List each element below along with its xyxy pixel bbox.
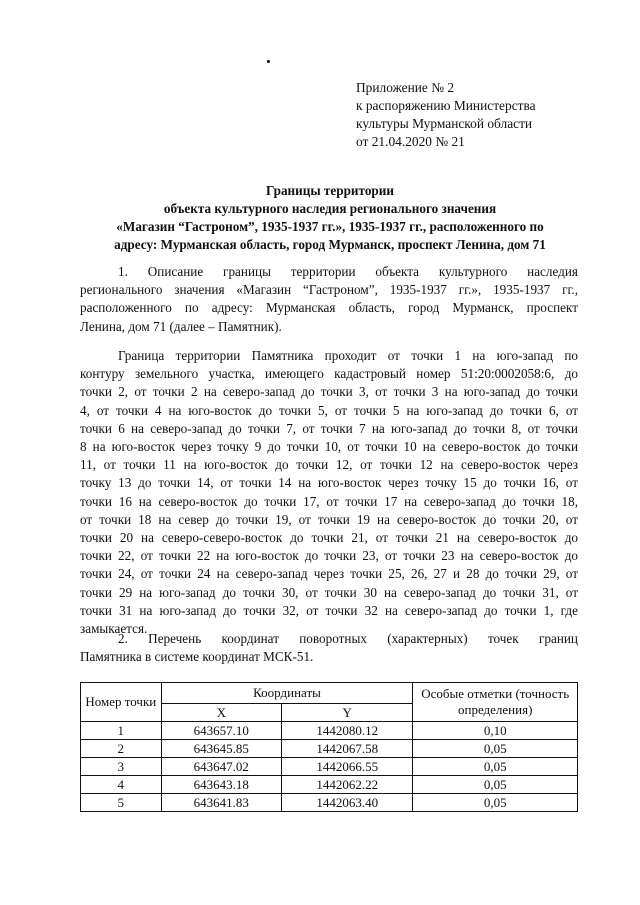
cell-x: 643647.02 [161,758,281,776]
section-1-description [80,263,578,336]
cell-y: 1442080.12 [281,722,412,740]
appendix-line: Приложение № 2 [356,80,455,95]
header-notes: Особые отметки (точность определения) [413,683,578,722]
cell-x: 643643.18 [161,776,281,794]
paragraph-line: точки 31 на юго-запад до точки 32, от точки 32 на северо-запад до точки 1, где [80,602,578,618]
header-y: Y [281,704,412,722]
cell-precision: 0,10 [413,722,578,740]
cell-x: 643645.85 [161,740,281,758]
cell-x: 643641.83 [161,794,281,812]
paragraph-line: регионального значения «Магазин “Гастроном”, 1935-1937 гг.», 1935-1937 гг., [80,282,578,298]
paragraph-line: Памятника в системе координат МСК-51. [80,649,314,665]
cell-precision: 0,05 [413,740,578,758]
section-2-heading [80,630,578,666]
header-x: X [161,704,281,722]
boundary-description [80,347,578,638]
paragraph-line: 11, от точки 11 на юго-восток до точки 12, от точки 12 на северо-восток через [80,457,578,473]
paragraph-line: точки 24, от точки 24 на северо-запад через точки 25, 26, 27 и 28 до точки 29, от [80,566,578,582]
paragraph-line: 4, от точки 4 на юго-восток до точки 5, от точки 5 на юго-запад до точки 6, от [80,402,578,418]
cell-number: 5 [81,794,162,812]
cell-x: 643657.10 [161,722,281,740]
cell-y: 1442062.22 [281,776,412,794]
cell-number: 4 [81,776,162,794]
header-point-number: Номер точки [81,683,162,722]
appendix-block [356,79,536,151]
paragraph-line: 1. Описание границы территории объекта культурного наследия [118,264,578,279]
appendix-line: культуры Мурманской области [356,116,533,131]
paragraph-line: точки 6 на северо-запад до точки 7, от точки 7 на юго-запад до точки 8, от точки [80,420,578,436]
paragraph-line: 8 на юго-восток через точку 9 до точки 10, от точки 10 на северо-восток до точки [80,439,578,455]
cell-y: 1442063.40 [281,794,412,812]
cell-number: 1 [81,722,162,740]
paragraph-line: 2. Перечень координат поворотных (характерных) точек границ [118,631,578,646]
title-line: адресу: Мурманская область, город Мурманск, проспект Ленина, дом 71 [114,237,546,252]
paragraph-line: точки 20 на северо-северо-восток до точки 21, от точки 21 на северо-восток до [80,530,578,546]
paragraph-line: точки 29 на юго-запад до точки 30, от точки 30 на северо-запад до точки 31, от [80,584,578,600]
title-line: объекта культурного наследия регионального значения [163,201,497,216]
table-row [81,776,578,794]
paragraph-line: замыкается. [80,621,148,637]
cell-number: 2 [81,740,162,758]
table-row [81,722,578,740]
appendix-line: к распоряжению Министерства [356,98,536,113]
cell-precision: 0,05 [413,776,578,794]
coordinates-table [80,682,578,812]
paragraph-line: точки 16 на северо-восток до точки 17, от точки 17 на северо-запад до точки 18, [80,493,578,509]
title-line: «Магазин “Гастроном”, 1935-1937 гг.», 1935-1937 гг., расположенного по [116,219,544,234]
cell-number: 3 [81,758,162,776]
paragraph-line: Граница территории Памятника проходит от точки 1 на юго-запад по [118,348,578,363]
paragraph-line: точку 13 до точки 14, от точки 14 на юго-восток через точку 15 до точки 16, от [80,475,578,491]
table-row [81,740,578,758]
paragraph-line: точки 22, от точки 22 на юго-восток до точки 23, от точки 23 на северо-восток до [80,548,578,564]
appendix-line: от 21.04.2020 № 21 [356,134,465,149]
cell-precision: 0,05 [413,794,578,812]
paragraph-line: Ленина, дом 71 (далее – Памятник). [80,318,282,334]
paragraph-line: контуру земельного участка, имеющего кадастровый номер 51:20:0002058:6, до [80,366,578,382]
paragraph-line: точки 2, от точки 2 на северо-запад до точки 3, от точки 3 на юго-запад до точки [80,384,578,400]
cell-precision: 0,05 [413,758,578,776]
paragraph-line: от точки 18 на север до точки 19, от точки 19 на северо-восток до точки 20, от [80,511,578,527]
table-row [81,758,578,776]
header-coordinates: Координаты [161,683,413,704]
cell-y: 1442067.58 [281,740,412,758]
cell-y: 1442066.55 [281,758,412,776]
title-line: Границы территории [266,183,394,198]
document-title [80,182,580,254]
table-row [81,794,578,812]
scan-dot [267,60,270,63]
paragraph-line: расположенного по адресу: Мурманская область, город Мурманск, проспект [80,300,578,316]
